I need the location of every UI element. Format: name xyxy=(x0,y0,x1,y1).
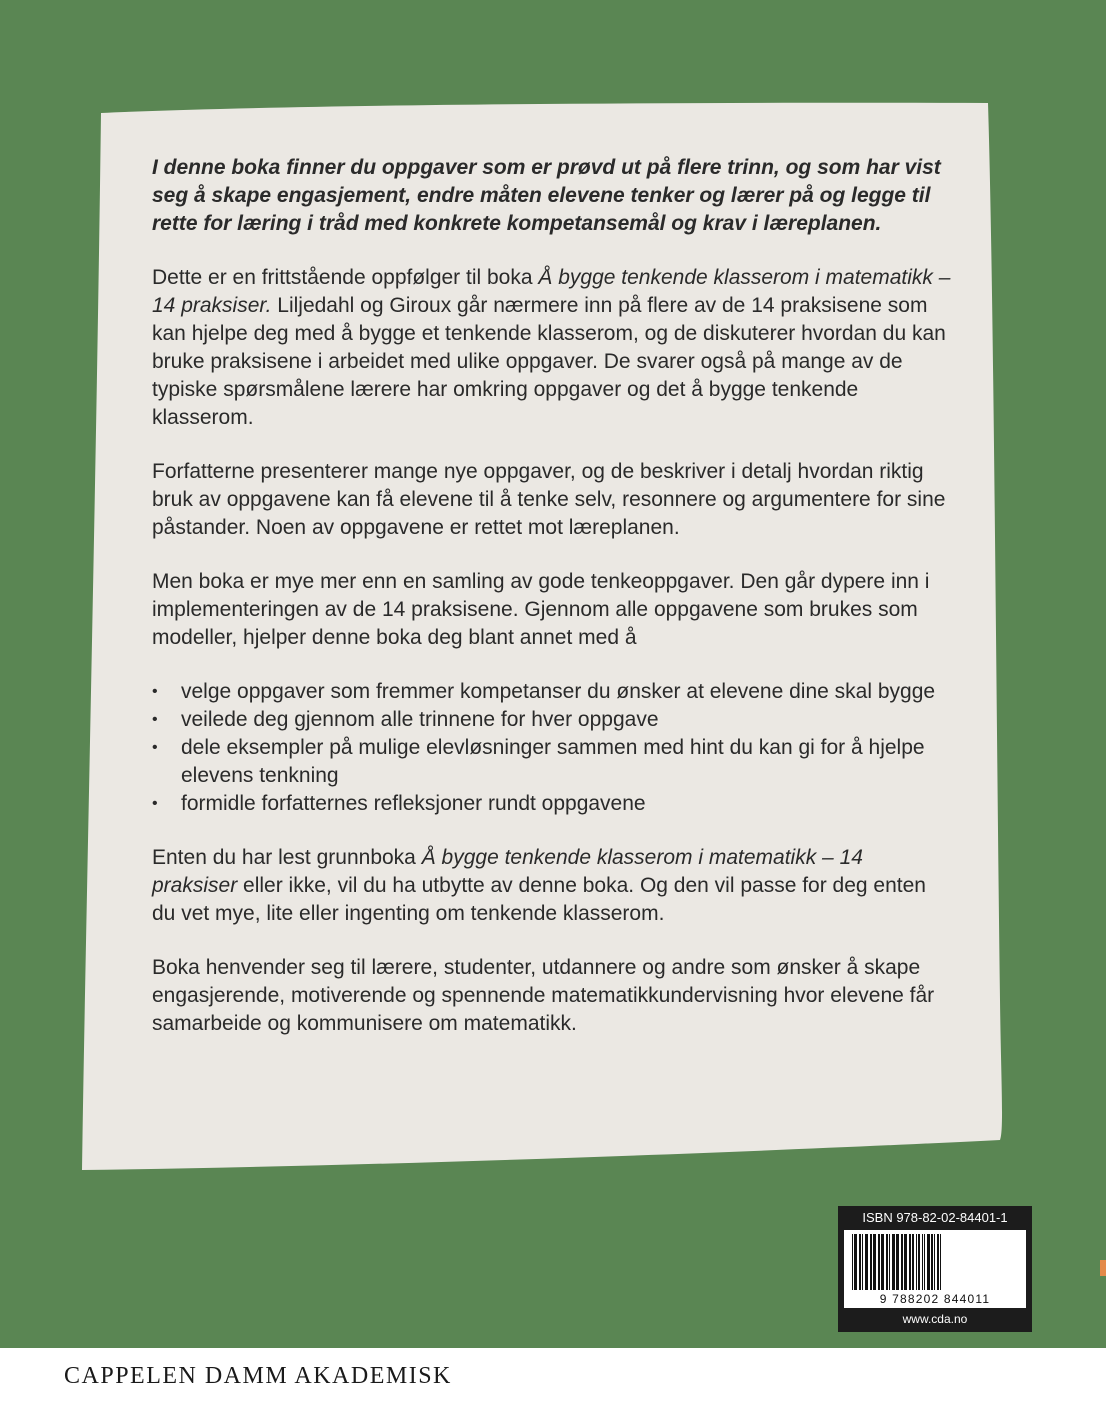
barcode-bar xyxy=(912,1234,914,1290)
publisher-logo: CAPPELEN DAMM AKADEMISK xyxy=(64,1363,452,1389)
barcode-bar xyxy=(916,1234,917,1290)
isbn-barcode xyxy=(838,1206,1032,1332)
barcode-bar xyxy=(909,1234,911,1290)
barcode-bar xyxy=(937,1234,939,1290)
spine-marker xyxy=(1100,1260,1106,1276)
paragraph-either-text-2: eller ikke, vil du ha utbytte av denne boka. Og den vil passe for deg enten du vet mye, lite eller ingenting om tenkende klasserom. xyxy=(152,874,926,925)
description-text xyxy=(152,154,952,1064)
list-item: • veilede deg gjennom alle trinnene for hver oppgave xyxy=(152,706,952,734)
barcode-bar xyxy=(904,1234,907,1290)
paragraph-more: Men boka er mye mer enn en samling av gode tenkeoppgaver. Den går dypere inn i implementeringen av de 14 praksisene. Gjennom alle oppgavene som brukes som modeller, hjelper denne boka deg blant annet med å xyxy=(152,570,930,649)
barcode-bar xyxy=(873,1234,876,1290)
barcode-bar xyxy=(889,1234,890,1290)
list-item: • velge oppgaver som fremmer kompetanser du ønsker at elevene dine skal bygge xyxy=(152,678,952,706)
book-title-reference: Å bygge tenkende klasserom i matematikk – 14 praksiser. xyxy=(152,266,951,317)
benefit-list xyxy=(152,678,952,818)
barcode-bars xyxy=(844,1230,1026,1292)
barcode-bar xyxy=(886,1234,888,1290)
barcode-bar xyxy=(931,1234,933,1290)
barcode-bar xyxy=(940,1234,941,1290)
barcode-bar xyxy=(922,1234,923,1290)
intro-paragraph: I denne boka finner du oppgaver som er prøvd ut på flere trinn, og som har vist seg å skape engasjement, endre måten elevene tenker og lærer på og legge til rette for læring i tråd med konkrete kompetansemål og krav i læreplanen. xyxy=(152,156,941,235)
barcode-bar xyxy=(927,1234,930,1290)
paragraph-either-text: Enten du har lest grunnboka xyxy=(152,846,422,869)
barcode-area xyxy=(844,1230,1026,1308)
barcode-bar xyxy=(878,1234,880,1290)
barcode-bar xyxy=(918,1234,920,1290)
paragraph-authors: Forfatterne presenterer mange nye oppgaver, og de beskriver i detalj hvordan riktig bruk av oppgavene kan få elevene til å tenke selv, resonnere og argumentere for sine påstander. Noen av oppgavene er rettet mot læreplanen. xyxy=(152,460,946,539)
barcode-bar xyxy=(924,1234,925,1290)
list-item: • formidle forfatternes refleksjoner rundt oppgavene xyxy=(152,790,952,818)
isbn-number: ISBN 978-82-02-84401-1 xyxy=(862,1210,1008,1225)
barcode-bar xyxy=(862,1234,863,1290)
barcode-bar xyxy=(901,1234,903,1290)
barcode-bar xyxy=(852,1234,853,1290)
barcode-bar xyxy=(854,1234,857,1290)
barcode-bar xyxy=(865,1234,868,1290)
barcode-digits: 9 788202 844011 xyxy=(879,1292,991,1306)
paragraph-audience: Boka henvender seg til lærere, studenter, utdannere og andre som ønsker å skape engasjerende, motiverende og spennende matematikkundervisning hvor elevene får samarbeide og kommunisere om matematikk. xyxy=(152,956,935,1035)
barcode-bar xyxy=(896,1234,899,1290)
barcode-bar xyxy=(881,1234,884,1290)
paragraph-either xyxy=(152,844,952,928)
barcode-bar xyxy=(934,1234,935,1290)
book-title-reference-2: Å bygge tenkende klasserom i matematikk – 14 praksiser xyxy=(152,846,863,897)
list-item: • dele eksempler på mulige elevløsninger sammen med hint du kan gi for å hjelpe elevens tenkning xyxy=(152,734,952,790)
paragraph-sequel xyxy=(152,264,952,432)
barcode-bar xyxy=(859,1234,861,1290)
paragraph-sequel-text: Dette er en frittstående oppfølger til boka xyxy=(152,266,539,289)
barcode-bar xyxy=(870,1234,872,1290)
paragraph-sequel-text-2: Liljedahl og Giroux går nærmere inn på flere av de 14 praksisene som kan hjelpe deg med å bygge et tenkende klasserom, og de diskuterer hvordan du kan bruke praksisene i arbeidet med ulike oppgaver. De svarer også på mange av de typiske spørsmålene lærere har omkring oppgaver og det å bygge tenkende klasserom. xyxy=(152,294,946,429)
publisher-url: www.cda.no xyxy=(902,1312,968,1326)
publisher-footer xyxy=(0,1348,1106,1418)
barcode-bar xyxy=(892,1234,895,1290)
